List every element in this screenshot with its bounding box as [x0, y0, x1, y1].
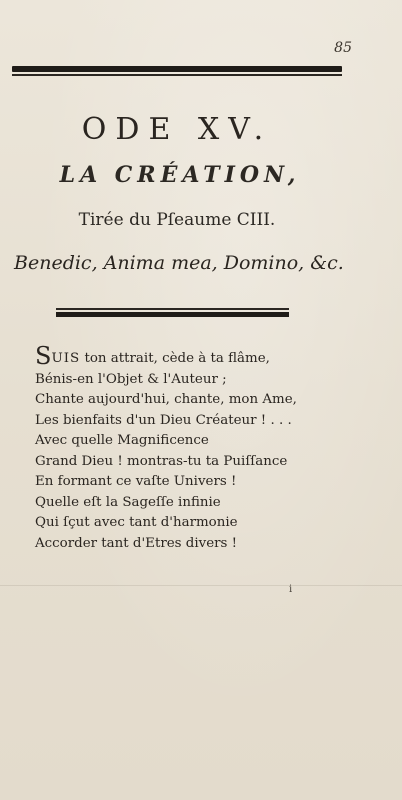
poem-line: Grand Dieu ! montras-tu ta Puiſſance	[35, 453, 288, 469]
poem-line: Qui ſçut avec tant d'harmonie	[35, 515, 238, 530]
ode-subtitle: LA CRÉATION,	[59, 162, 301, 188]
poem-line	[35, 342, 365, 370]
drop-cap: S	[35, 342, 52, 370]
poem-line: Quelle eſt la Sageſſe infinie	[35, 494, 221, 510]
small-caps-text: UIS	[51, 351, 81, 366]
poem-line: Chante aujourd'hui, chante, mon Ame,	[35, 392, 297, 407]
middle-double-rule	[56, 308, 289, 317]
poem-line: Accorder tant d'Etres divers !	[35, 535, 238, 551]
footer-mark: i	[289, 584, 293, 595]
first-line-rest: ton attrait, cède à ta flâme,	[80, 351, 270, 366]
latin-incipit: Benedic, Anima mea, Domino, &c.	[14, 252, 344, 274]
source-line: Tirée du Pſeaume CIII.	[78, 210, 276, 230]
page-number: 85	[334, 40, 352, 56]
ode-title: ODE XV.	[81, 112, 273, 147]
poem-line: Les bienfaits d'un Dieu Créateur ! . . .	[35, 412, 292, 428]
bleed-through-line	[0, 585, 402, 586]
top-double-rule	[12, 66, 342, 76]
poem-stanza	[35, 342, 365, 554]
poem-line: Bénis-en l'Objet & l'Auteur ;	[35, 371, 227, 387]
poem-line: Avec quelle Magnificence	[35, 433, 209, 448]
poem-line: En formant ce vaſte Univers !	[35, 474, 237, 489]
